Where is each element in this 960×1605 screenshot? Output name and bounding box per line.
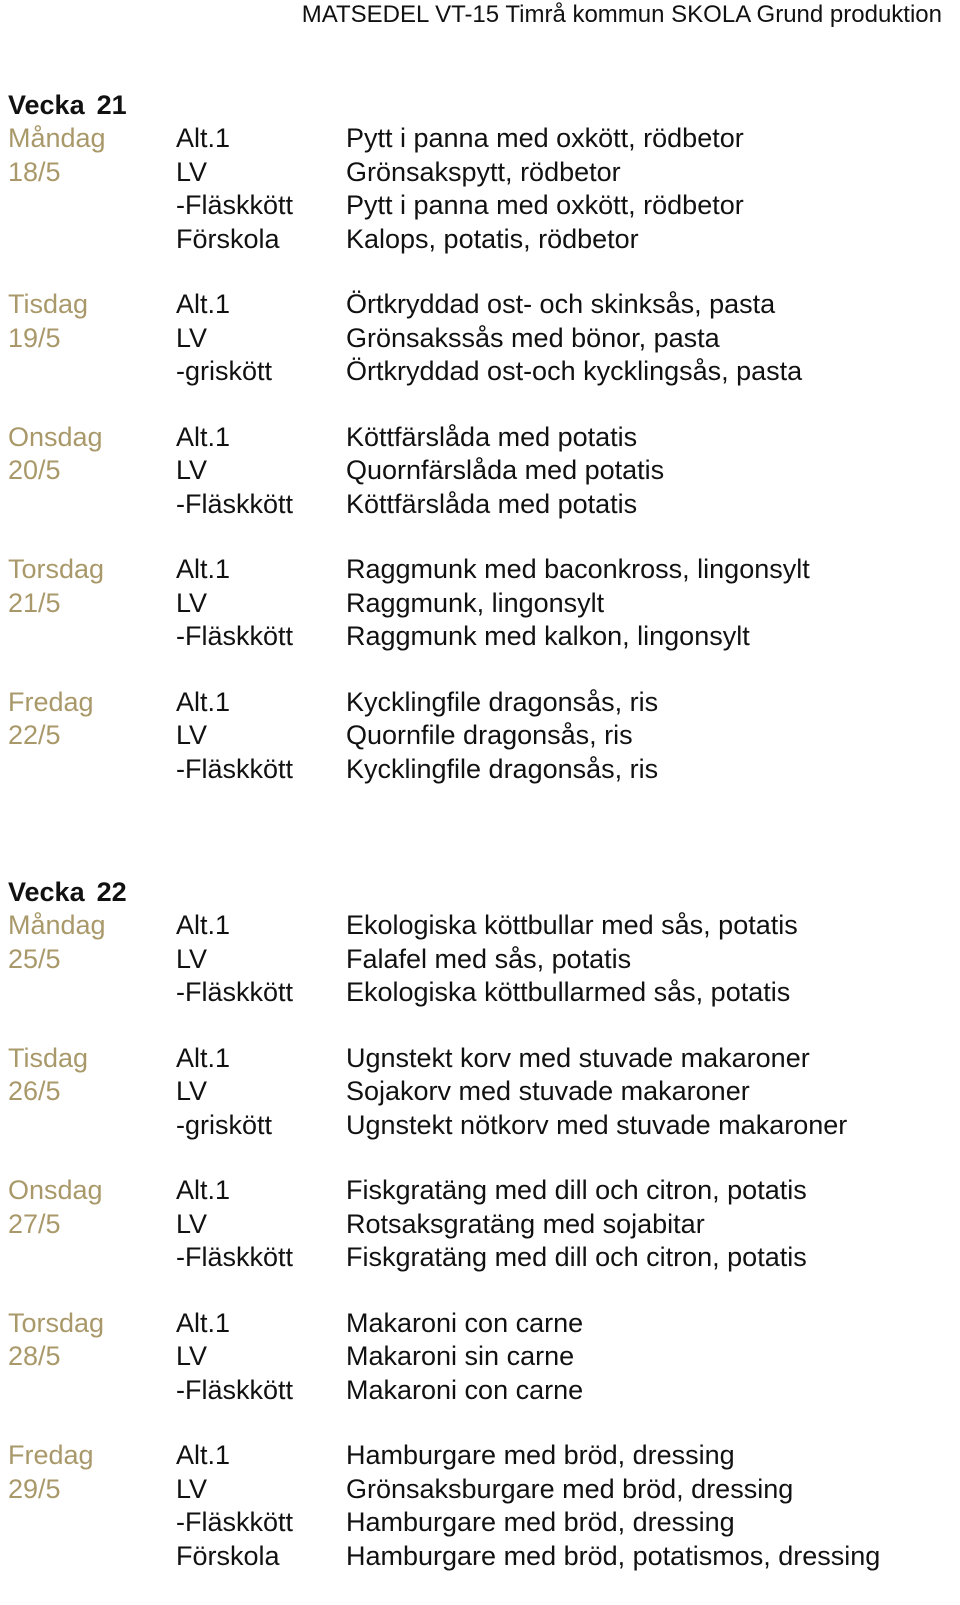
day-spacer (8, 189, 176, 223)
dish-name: Kycklingfile dragonsås, ris (346, 686, 659, 717)
day-spacer (8, 1540, 176, 1574)
day-spacer (8, 753, 176, 787)
dish-name: Ugnstekt nötkorv med stuvade makaroner (346, 1109, 848, 1140)
meal-type: Alt.1 (176, 1175, 231, 1205)
day-block (8, 1174, 948, 1275)
dish-name: Örtkryddad ost-och kycklingsås, pasta (346, 356, 803, 386)
menu-row (8, 1307, 948, 1341)
menu-row (8, 1075, 948, 1109)
meal-type: -Fläskkött (176, 977, 294, 1007)
day-spacer (8, 620, 176, 654)
day-date: 27/5 (8, 1208, 61, 1239)
day-block (8, 421, 948, 522)
day-date: 21/5 (8, 587, 61, 618)
meal-type: -Fläskkött (176, 621, 294, 651)
day-spacer (8, 1241, 176, 1275)
dish-name: Raggmunk med baconkross, lingonsylt (346, 554, 810, 584)
meal-type: LV (176, 720, 208, 750)
page-header: MATSEDEL VT-15 Timrå kommun SKOLA Grund produktion (301, 1, 942, 28)
dish-name: Quornfile dragonsås, ris (346, 720, 633, 750)
menu-row (8, 909, 948, 943)
meal-type: LV (176, 1473, 208, 1504)
dish-name: Raggmunk, lingonsylt (346, 587, 605, 618)
dish-name: Ugnstekt korv med stuvade makaroner (346, 1042, 810, 1073)
menu-row (8, 976, 948, 1010)
day-date: 28/5 (8, 1341, 61, 1371)
menu-row (8, 587, 948, 621)
meal-type: -Fläskkött (176, 1507, 294, 1537)
menu-row (8, 1340, 948, 1374)
week-number: 22 (96, 877, 127, 907)
day-date: 25/5 (8, 943, 61, 974)
menu-row (8, 620, 948, 654)
dish-name: Falafel med sås, potatis (346, 943, 632, 974)
dish-name: Köttfärslåda med potatis (346, 488, 638, 519)
day-name: Tisdag (8, 1042, 89, 1073)
meal-type: Alt.1 (176, 1307, 231, 1338)
meal-type: -Fläskkött (176, 753, 294, 784)
menu-row (8, 1174, 948, 1208)
day-spacer (8, 1374, 176, 1408)
week-title (8, 875, 948, 909)
day-name: Torsdag (8, 554, 105, 584)
meal-type: Alt.1 (176, 1042, 231, 1073)
week-section (8, 875, 948, 1605)
day-date: 20/5 (8, 455, 61, 485)
week-label: Vecka (8, 90, 85, 120)
menu-row (8, 488, 948, 522)
meal-type: -Fläskkött (176, 190, 294, 220)
meal-type: -griskött (176, 1109, 273, 1140)
menu-row (8, 1374, 948, 1408)
day-block (8, 553, 948, 654)
dish-name: Ekologiska köttbullar med sås, potatis (346, 910, 798, 940)
meal-type: Alt.1 (176, 910, 231, 940)
week-number: 21 (96, 90, 127, 120)
day-block (8, 1307, 948, 1408)
day-name: Onsdag (8, 421, 103, 452)
meal-type: Alt.1 (176, 686, 231, 717)
menu-row (8, 686, 948, 720)
day-name: Tisdag (8, 289, 89, 319)
day-block (8, 1439, 948, 1573)
menu-row (8, 719, 948, 753)
menu-row (8, 1241, 948, 1275)
dish-name: Kalops, potatis, rödbetor (346, 223, 639, 254)
dish-name: Makaroni con carne (346, 1307, 584, 1338)
week-title (8, 88, 948, 122)
dish-name: Grönsakspytt, rödbetor (346, 156, 621, 187)
meal-type: Alt.1 (176, 421, 231, 452)
meal-type: -Fläskkött (176, 488, 294, 519)
day-name: Måndag (8, 910, 106, 940)
menu-row (8, 322, 948, 356)
day-spacer (8, 1506, 176, 1540)
menu-row (8, 943, 948, 977)
dish-name: Quornfärslåda med potatis (346, 455, 665, 485)
meal-type: LV (176, 455, 208, 485)
day-name: Onsdag (8, 1175, 103, 1205)
meal-type: Förskola (176, 1540, 280, 1571)
dish-name: Makaroni sin carne (346, 1341, 575, 1371)
meal-type: LV (176, 1341, 208, 1371)
meal-type: Alt.1 (176, 554, 231, 584)
menu-row (8, 288, 948, 322)
meal-type: Alt.1 (176, 289, 231, 319)
menu-row (8, 1473, 948, 1507)
meal-type: LV (176, 587, 208, 618)
dish-name: Raggmunk med kalkon, lingonsylt (346, 621, 750, 651)
dish-name: Hamburgare med bröd, potatismos, dressing (346, 1540, 881, 1571)
dish-name: Hamburgare med bröd, dressing (346, 1440, 735, 1470)
menu-row (8, 421, 948, 455)
dish-name: Örtkryddad ost- och skinksås, pasta (346, 289, 776, 319)
dish-name: Pytt i panna med oxkött, rödbetor (346, 190, 744, 220)
menu-row (8, 753, 948, 787)
day-block (8, 288, 948, 389)
day-spacer (8, 223, 176, 257)
meal-type: LV (176, 943, 208, 974)
week-section (8, 88, 948, 818)
dish-name: Kycklingfile dragonsås, ris (346, 753, 659, 784)
dish-name: Hamburgare med bröd, dressing (346, 1507, 735, 1537)
dish-name: Sojakorv med stuvade makaroner (346, 1076, 750, 1106)
day-date: 19/5 (8, 322, 61, 353)
day-date: 22/5 (8, 720, 61, 750)
day-spacer (8, 488, 176, 522)
dish-name: Grönsakssås med bönor, pasta (346, 322, 720, 353)
day-spacer (8, 976, 176, 1010)
day-name: Fredag (8, 1440, 94, 1470)
day-block (8, 122, 948, 256)
menu-row (8, 122, 948, 156)
meal-type: -Fläskkött (176, 1242, 294, 1272)
day-name: Torsdag (8, 1307, 105, 1338)
menu-row (8, 1109, 948, 1143)
day-date: 26/5 (8, 1076, 61, 1106)
dish-name: Köttfärslåda med potatis (346, 421, 638, 452)
meal-type: LV (176, 322, 208, 353)
menu-row (8, 454, 948, 488)
day-block (8, 1042, 948, 1143)
dish-name: Pytt i panna med oxkött, rödbetor (346, 123, 744, 153)
day-spacer (8, 1109, 176, 1143)
day-date: 18/5 (8, 156, 61, 187)
meal-type: -griskött (176, 356, 273, 386)
dish-name: Grönsaksburgare med bröd, dressing (346, 1473, 794, 1504)
meal-type: LV (176, 156, 208, 187)
day-block (8, 686, 948, 787)
dish-name: Makaroni con carne (346, 1374, 584, 1405)
day-date: 29/5 (8, 1473, 61, 1504)
menu-row (8, 553, 948, 587)
menu-row (8, 1042, 948, 1076)
dish-name: Fiskgratäng med dill och citron, potatis (346, 1242, 807, 1272)
meal-type: Förskola (176, 223, 280, 254)
meal-type: LV (176, 1208, 208, 1239)
meal-type: Alt.1 (176, 123, 231, 153)
meal-type: -Fläskkött (176, 1374, 294, 1405)
day-name: Måndag (8, 123, 106, 153)
dish-name: Fiskgratäng med dill och citron, potatis (346, 1175, 807, 1205)
menu-row (8, 156, 948, 190)
menu-row (8, 1208, 948, 1242)
day-spacer (8, 355, 176, 389)
meal-type: LV (176, 1076, 208, 1106)
day-name: Fredag (8, 686, 94, 717)
dish-name: Rotsaksgratäng med sojabitar (346, 1208, 705, 1239)
menu-row (8, 223, 948, 257)
week-label: Vecka (8, 877, 85, 907)
menu-row (8, 1506, 948, 1540)
dish-name: Ekologiska köttbullarmed sås, potatis (346, 977, 791, 1007)
menu-row (8, 189, 948, 223)
menu-row (8, 1540, 948, 1574)
day-block (8, 909, 948, 1010)
meal-type: Alt.1 (176, 1440, 231, 1470)
menu-row (8, 1439, 948, 1473)
menu-row (8, 355, 948, 389)
